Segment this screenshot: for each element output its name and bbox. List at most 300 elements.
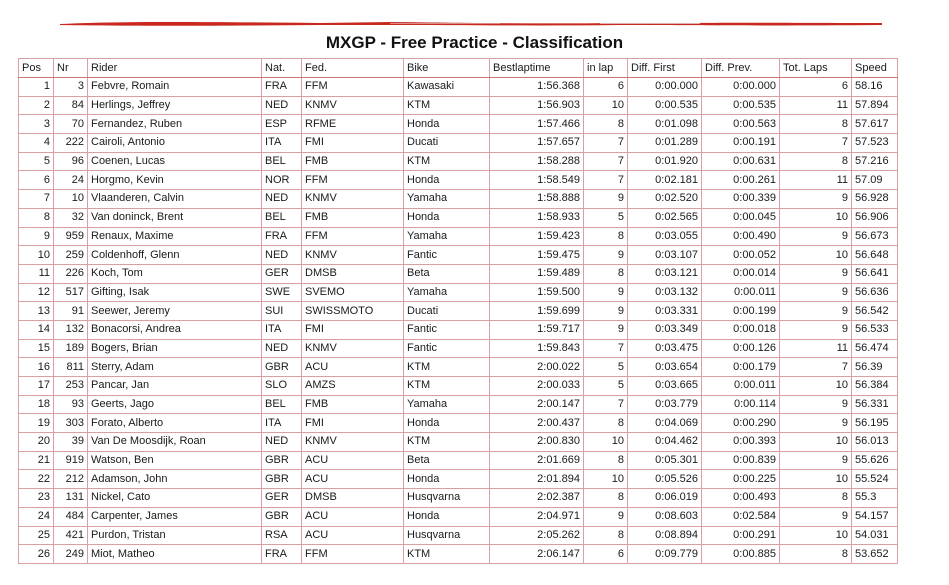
pos-cell: 13	[19, 302, 54, 321]
fed-cell: SVEMO	[302, 283, 404, 302]
diff-prev-cell: 0:00.290	[702, 414, 780, 433]
speed-cell: 56.673	[852, 227, 898, 246]
table-row	[19, 78, 898, 97]
diff-prev-cell: 0:00.045	[702, 208, 780, 227]
nat-cell: BEL	[262, 395, 302, 414]
inlap-cell: 7	[584, 152, 628, 171]
bestlap-cell: 1:59.489	[490, 264, 584, 283]
col-header: Speed	[852, 59, 898, 78]
nat-cell: SWE	[262, 283, 302, 302]
pos-cell: 9	[19, 227, 54, 246]
bestlap-cell: 1:58.888	[490, 190, 584, 209]
rider-cell: Forato, Alberto	[88, 414, 262, 433]
pos-cell: 7	[19, 190, 54, 209]
speed-cell: 56.636	[852, 283, 898, 302]
rider-cell: Van De Moosdijk, Roan	[88, 433, 262, 452]
nat-cell: NED	[262, 339, 302, 358]
bestlap-cell: 2:00.830	[490, 433, 584, 452]
tot-laps-cell: 10	[780, 470, 852, 489]
fed-cell: KNMV	[302, 190, 404, 209]
rider-cell: Vlaanderen, Calvin	[88, 190, 262, 209]
table-row	[19, 451, 898, 470]
diff-first-cell: 0:02.181	[628, 171, 702, 190]
fed-cell: ACU	[302, 507, 404, 526]
inlap-cell: 9	[584, 302, 628, 321]
pos-cell: 3	[19, 115, 54, 134]
diff-prev-cell: 0:00.393	[702, 433, 780, 452]
fed-cell: FFM	[302, 227, 404, 246]
col-header: Nat.	[262, 59, 302, 78]
nr-cell: 91	[54, 302, 88, 321]
nr-cell: 484	[54, 507, 88, 526]
fed-cell: FMB	[302, 152, 404, 171]
rider-cell: Gifting, Isak	[88, 283, 262, 302]
rider-cell: Renaux, Maxime	[88, 227, 262, 246]
diff-first-cell: 0:05.526	[628, 470, 702, 489]
bestlap-cell: 1:56.903	[490, 96, 584, 115]
speed-cell: 58.16	[852, 78, 898, 97]
bestlap-cell: 1:58.549	[490, 171, 584, 190]
inlap-cell: 6	[584, 78, 628, 97]
fed-cell: DMSB	[302, 489, 404, 508]
tot-laps-cell: 10	[780, 433, 852, 452]
fed-cell: RFME	[302, 115, 404, 134]
inlap-cell: 5	[584, 377, 628, 396]
col-header: Bestlaptime	[490, 59, 584, 78]
pos-cell: 11	[19, 264, 54, 283]
bestlap-cell: 2:00.147	[490, 395, 584, 414]
bestlap-cell: 2:05.262	[490, 526, 584, 545]
rider-cell: Koch, Tom	[88, 264, 262, 283]
speed-cell: 56.384	[852, 377, 898, 396]
rider-cell: Coenen, Lucas	[88, 152, 262, 171]
inlap-cell: 8	[584, 489, 628, 508]
fed-cell: SWISSMOTO	[302, 302, 404, 321]
diff-first-cell: 0:08.603	[628, 507, 702, 526]
nat-cell: FRA	[262, 227, 302, 246]
bike-cell: Ducati	[404, 134, 490, 153]
bestlap-cell: 2:06.147	[490, 545, 584, 564]
bestlap-cell: 1:59.500	[490, 283, 584, 302]
bike-cell: Husqvarna	[404, 526, 490, 545]
tot-laps-cell: 7	[780, 358, 852, 377]
diff-prev-cell: 0:00.191	[702, 134, 780, 153]
table-row	[19, 208, 898, 227]
table-row	[19, 358, 898, 377]
pos-cell: 2	[19, 96, 54, 115]
speed-cell: 56.928	[852, 190, 898, 209]
nat-cell: GBR	[262, 507, 302, 526]
bike-cell: Honda	[404, 470, 490, 489]
bike-cell: Honda	[404, 208, 490, 227]
speed-cell: 56.648	[852, 246, 898, 265]
diff-first-cell: 0:05.301	[628, 451, 702, 470]
diff-prev-cell: 0:00.011	[702, 283, 780, 302]
speed-cell: 56.641	[852, 264, 898, 283]
inlap-cell: 9	[584, 283, 628, 302]
fed-cell: FFM	[302, 171, 404, 190]
diff-prev-cell: 0:00.339	[702, 190, 780, 209]
tot-laps-cell: 9	[780, 302, 852, 321]
rider-cell: Nickel, Cato	[88, 489, 262, 508]
inlap-cell: 10	[584, 96, 628, 115]
bestlap-cell: 1:59.717	[490, 320, 584, 339]
bike-cell: Honda	[404, 414, 490, 433]
nr-cell: 303	[54, 414, 88, 433]
table-row	[19, 526, 898, 545]
inlap-cell: 10	[584, 433, 628, 452]
pos-cell: 19	[19, 414, 54, 433]
nat-cell: SUI	[262, 302, 302, 321]
tot-laps-cell: 9	[780, 395, 852, 414]
diff-first-cell: 0:03.121	[628, 264, 702, 283]
fed-cell: FFM	[302, 78, 404, 97]
bike-cell: Honda	[404, 171, 490, 190]
fed-cell: FMB	[302, 208, 404, 227]
diff-first-cell: 0:03.665	[628, 377, 702, 396]
rider-cell: Sterry, Adam	[88, 358, 262, 377]
pos-cell: 1	[19, 78, 54, 97]
tot-laps-cell: 10	[780, 208, 852, 227]
fed-cell: KNMV	[302, 433, 404, 452]
bestlap-cell: 2:04.971	[490, 507, 584, 526]
nr-cell: 959	[54, 227, 88, 246]
inlap-cell: 8	[584, 526, 628, 545]
table-row	[19, 489, 898, 508]
speed-cell: 56.542	[852, 302, 898, 321]
rider-cell: Pancar, Jan	[88, 377, 262, 396]
pos-cell: 23	[19, 489, 54, 508]
diff-first-cell: 0:03.107	[628, 246, 702, 265]
bike-cell: Yamaha	[404, 395, 490, 414]
speed-cell: 57.09	[852, 171, 898, 190]
nat-cell: ESP	[262, 115, 302, 134]
pos-cell: 16	[19, 358, 54, 377]
speed-cell: 56.013	[852, 433, 898, 452]
fed-cell: FMI	[302, 320, 404, 339]
rider-cell: Watson, Ben	[88, 451, 262, 470]
nr-cell: 919	[54, 451, 88, 470]
nr-cell: 421	[54, 526, 88, 545]
bestlap-cell: 2:02.387	[490, 489, 584, 508]
nr-cell: 10	[54, 190, 88, 209]
fed-cell: FFM	[302, 545, 404, 564]
inlap-cell: 9	[584, 507, 628, 526]
fed-cell: FMI	[302, 414, 404, 433]
fed-cell: ACU	[302, 526, 404, 545]
rider-cell: Coldenhoff, Glenn	[88, 246, 262, 265]
inlap-cell: 5	[584, 208, 628, 227]
bestlap-cell: 1:59.423	[490, 227, 584, 246]
inlap-cell: 9	[584, 246, 628, 265]
diff-first-cell: 0:01.920	[628, 152, 702, 171]
diff-first-cell: 0:09.779	[628, 545, 702, 564]
pos-cell: 14	[19, 320, 54, 339]
nr-cell: 96	[54, 152, 88, 171]
bike-cell: Kawasaki	[404, 78, 490, 97]
diff-first-cell: 0:02.520	[628, 190, 702, 209]
rider-cell: Miot, Matheo	[88, 545, 262, 564]
table-row	[19, 470, 898, 489]
diff-prev-cell: 0:00.631	[702, 152, 780, 171]
tot-laps-cell: 10	[780, 377, 852, 396]
rider-cell: Purdon, Tristan	[88, 526, 262, 545]
fed-cell: KNMV	[302, 339, 404, 358]
diff-prev-cell: 0:00.011	[702, 377, 780, 396]
rider-cell: Cairoli, Antonio	[88, 134, 262, 153]
table-row	[19, 190, 898, 209]
diff-prev-cell: 0:00.291	[702, 526, 780, 545]
fed-cell: ACU	[302, 470, 404, 489]
nr-cell: 212	[54, 470, 88, 489]
diff-first-cell: 0:08.894	[628, 526, 702, 545]
fed-cell: AMZS	[302, 377, 404, 396]
rider-cell: Horgmo, Kevin	[88, 171, 262, 190]
nat-cell: ITA	[262, 134, 302, 153]
diff-prev-cell: 0:00.563	[702, 115, 780, 134]
rider-cell: Bonacorsi, Andrea	[88, 320, 262, 339]
nr-cell: 39	[54, 433, 88, 452]
inlap-cell: 8	[584, 264, 628, 283]
nr-cell: 253	[54, 377, 88, 396]
bike-cell: Fantic	[404, 320, 490, 339]
col-header: Diff. First	[628, 59, 702, 78]
bestlap-cell: 1:59.475	[490, 246, 584, 265]
speed-cell: 56.533	[852, 320, 898, 339]
table-row	[19, 339, 898, 358]
col-header: Bike	[404, 59, 490, 78]
tot-laps-cell: 9	[780, 451, 852, 470]
tot-laps-cell: 9	[780, 507, 852, 526]
col-header: Diff. Prev.	[702, 59, 780, 78]
table-row	[19, 264, 898, 283]
col-header: in lap	[584, 59, 628, 78]
nr-cell: 189	[54, 339, 88, 358]
diff-prev-cell: 0:00.493	[702, 489, 780, 508]
nr-cell: 259	[54, 246, 88, 265]
tot-laps-cell: 8	[780, 115, 852, 134]
diff-prev-cell: 0:00.052	[702, 246, 780, 265]
speed-cell: 57.523	[852, 134, 898, 153]
speed-cell: 56.331	[852, 395, 898, 414]
bestlap-cell: 2:01.669	[490, 451, 584, 470]
tot-laps-cell: 8	[780, 152, 852, 171]
table-header-row	[19, 59, 898, 78]
tot-laps-cell: 11	[780, 339, 852, 358]
rider-cell: Geerts, Jago	[88, 395, 262, 414]
nr-cell: 811	[54, 358, 88, 377]
pos-cell: 4	[19, 134, 54, 153]
nr-cell: 222	[54, 134, 88, 153]
speed-cell: 54.157	[852, 507, 898, 526]
bestlap-cell: 2:00.033	[490, 377, 584, 396]
rider-cell: Febvre, Romain	[88, 78, 262, 97]
bike-cell: Beta	[404, 451, 490, 470]
pos-cell: 20	[19, 433, 54, 452]
rider-cell: Van doninck, Brent	[88, 208, 262, 227]
diff-prev-cell: 0:00.126	[702, 339, 780, 358]
table-row	[19, 545, 898, 564]
decorative-brush-stroke	[60, 20, 882, 27]
rider-cell: Fernandez, Ruben	[88, 115, 262, 134]
bike-cell: Honda	[404, 115, 490, 134]
diff-first-cell: 0:01.289	[628, 134, 702, 153]
tot-laps-cell: 9	[780, 283, 852, 302]
pos-cell: 26	[19, 545, 54, 564]
nat-cell: GBR	[262, 451, 302, 470]
tot-laps-cell: 9	[780, 190, 852, 209]
nat-cell: ITA	[262, 414, 302, 433]
table-row	[19, 320, 898, 339]
col-header: Rider	[88, 59, 262, 78]
nat-cell: GER	[262, 489, 302, 508]
diff-prev-cell: 0:00.014	[702, 264, 780, 283]
table-row	[19, 395, 898, 414]
tot-laps-cell: 11	[780, 171, 852, 190]
bestlap-cell: 1:59.843	[490, 339, 584, 358]
bike-cell: Fantic	[404, 246, 490, 265]
tot-laps-cell: 7	[780, 134, 852, 153]
speed-cell: 55.626	[852, 451, 898, 470]
rider-cell: Seewer, Jeremy	[88, 302, 262, 321]
bestlap-cell: 2:00.437	[490, 414, 584, 433]
diff-prev-cell: 0:00.225	[702, 470, 780, 489]
diff-prev-cell: 0:00.535	[702, 96, 780, 115]
pos-cell: 15	[19, 339, 54, 358]
pos-cell: 25	[19, 526, 54, 545]
table-row	[19, 302, 898, 321]
speed-cell: 57.617	[852, 115, 898, 134]
table-row	[19, 507, 898, 526]
nr-cell: 93	[54, 395, 88, 414]
inlap-cell: 8	[584, 414, 628, 433]
diff-prev-cell: 0:00.261	[702, 171, 780, 190]
bike-cell: KTM	[404, 358, 490, 377]
nat-cell: FRA	[262, 78, 302, 97]
diff-prev-cell: 0:02.584	[702, 507, 780, 526]
tot-laps-cell: 8	[780, 545, 852, 564]
diff-first-cell: 0:03.331	[628, 302, 702, 321]
bike-cell: Yamaha	[404, 283, 490, 302]
inlap-cell: 9	[584, 320, 628, 339]
nat-cell: NOR	[262, 171, 302, 190]
diff-first-cell: 0:03.132	[628, 283, 702, 302]
tot-laps-cell: 8	[780, 489, 852, 508]
tot-laps-cell: 10	[780, 526, 852, 545]
inlap-cell: 7	[584, 339, 628, 358]
diff-prev-cell: 0:00.885	[702, 545, 780, 564]
nat-cell: ITA	[262, 320, 302, 339]
bike-cell: KTM	[404, 545, 490, 564]
nat-cell: BEL	[262, 152, 302, 171]
nr-cell: 32	[54, 208, 88, 227]
pos-cell: 18	[19, 395, 54, 414]
table-row	[19, 377, 898, 396]
nat-cell: GBR	[262, 358, 302, 377]
diff-prev-cell: 0:00.018	[702, 320, 780, 339]
inlap-cell: 6	[584, 545, 628, 564]
bike-cell: KTM	[404, 433, 490, 452]
nr-cell: 3	[54, 78, 88, 97]
table-row	[19, 414, 898, 433]
diff-first-cell: 0:01.098	[628, 115, 702, 134]
nat-cell: NED	[262, 246, 302, 265]
bestlap-cell: 2:00.022	[490, 358, 584, 377]
rider-cell: Herlings, Jeffrey	[88, 96, 262, 115]
nr-cell: 132	[54, 320, 88, 339]
tot-laps-cell: 9	[780, 264, 852, 283]
diff-first-cell: 0:03.349	[628, 320, 702, 339]
nr-cell: 517	[54, 283, 88, 302]
bike-cell: Yamaha	[404, 190, 490, 209]
rider-cell: Bogers, Brian	[88, 339, 262, 358]
bike-cell: Honda	[404, 507, 490, 526]
pos-cell: 5	[19, 152, 54, 171]
bestlap-cell: 2:01.894	[490, 470, 584, 489]
inlap-cell: 7	[584, 171, 628, 190]
table-row	[19, 283, 898, 302]
bike-cell: KTM	[404, 377, 490, 396]
col-header: Nr	[54, 59, 88, 78]
fed-cell: DMSB	[302, 264, 404, 283]
nr-cell: 131	[54, 489, 88, 508]
speed-cell: 55.524	[852, 470, 898, 489]
pos-cell: 10	[19, 246, 54, 265]
pos-cell: 6	[19, 171, 54, 190]
nr-cell: 70	[54, 115, 88, 134]
diff-first-cell: 0:00.000	[628, 78, 702, 97]
bike-cell: Ducati	[404, 302, 490, 321]
table-row	[19, 115, 898, 134]
pos-cell: 24	[19, 507, 54, 526]
fed-cell: KNMV	[302, 246, 404, 265]
speed-cell: 56.39	[852, 358, 898, 377]
bike-cell: Beta	[404, 264, 490, 283]
rider-cell: Adamson, John	[88, 470, 262, 489]
inlap-cell: 9	[584, 190, 628, 209]
speed-cell: 56.195	[852, 414, 898, 433]
diff-first-cell: 0:00.535	[628, 96, 702, 115]
tot-laps-cell: 6	[780, 78, 852, 97]
classification-table	[18, 58, 898, 564]
diff-first-cell: 0:02.565	[628, 208, 702, 227]
table-row	[19, 134, 898, 153]
tot-laps-cell: 9	[780, 414, 852, 433]
bestlap-cell: 1:57.657	[490, 134, 584, 153]
table-row	[19, 227, 898, 246]
nat-cell: GER	[262, 264, 302, 283]
fed-cell: FMI	[302, 134, 404, 153]
bestlap-cell: 1:59.699	[490, 302, 584, 321]
speed-cell: 53.652	[852, 545, 898, 564]
tot-laps-cell: 9	[780, 320, 852, 339]
bike-cell: Fantic	[404, 339, 490, 358]
bestlap-cell: 1:58.933	[490, 208, 584, 227]
nr-cell: 84	[54, 96, 88, 115]
inlap-cell: 8	[584, 451, 628, 470]
speed-cell: 55.3	[852, 489, 898, 508]
nat-cell: NED	[262, 433, 302, 452]
speed-cell: 57.216	[852, 152, 898, 171]
diff-prev-cell: 0:00.490	[702, 227, 780, 246]
bike-cell: Husqvarna	[404, 489, 490, 508]
table-row	[19, 152, 898, 171]
pos-cell: 8	[19, 208, 54, 227]
fed-cell: ACU	[302, 358, 404, 377]
fed-cell: FMB	[302, 395, 404, 414]
nat-cell: NED	[262, 96, 302, 115]
col-header: Pos	[19, 59, 54, 78]
